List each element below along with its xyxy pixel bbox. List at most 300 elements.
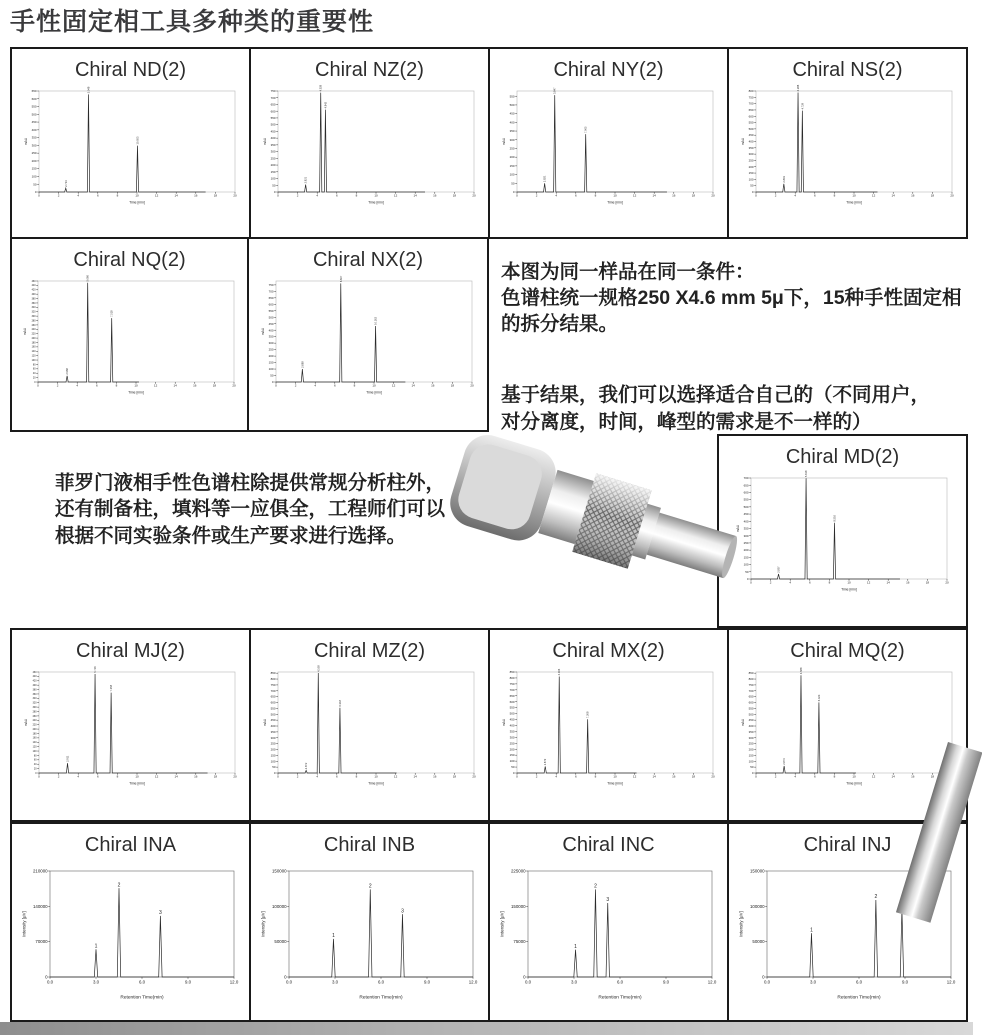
svg-text:6.0: 6.0 — [138, 979, 145, 985]
svg-text:50: 50 — [271, 765, 276, 770]
svg-text:400: 400 — [31, 127, 37, 132]
panel-title: Chiral MX(2) — [552, 640, 665, 662]
svg-text:16: 16 — [431, 383, 435, 388]
svg-text:650: 650 — [270, 102, 276, 107]
svg-text:200: 200 — [748, 747, 754, 752]
svg-text:50: 50 — [270, 373, 274, 378]
svg-text:3.0: 3.0 — [570, 979, 577, 985]
svg-text:mAU: mAU — [23, 137, 28, 146]
svg-text:mAU: mAU — [501, 137, 506, 146]
svg-text:14: 14 — [174, 193, 178, 198]
svg-text:450: 450 — [748, 718, 754, 723]
svg-text:450: 450 — [270, 129, 276, 134]
svg-text:8: 8 — [594, 774, 596, 779]
svg-text:150: 150 — [748, 171, 754, 176]
svg-text:18: 18 — [213, 774, 217, 779]
svg-text:18: 18 — [930, 193, 934, 198]
svg-text:18: 18 — [691, 774, 695, 779]
svg-text:350: 350 — [270, 729, 276, 734]
svg-text:2: 2 — [296, 193, 298, 198]
svg-text:4: 4 — [315, 774, 318, 779]
svg-text:0: 0 — [34, 190, 37, 195]
svg-text:750: 750 — [268, 282, 274, 287]
svg-text:50: 50 — [32, 182, 37, 187]
panel-title: Chiral INC — [562, 834, 655, 856]
svg-text:650: 650 — [509, 693, 515, 698]
svg-text:225000: 225000 — [510, 868, 526, 874]
svg-text:2: 2 — [873, 894, 877, 901]
svg-text:300: 300 — [743, 533, 749, 538]
svg-text:2.734: 2.734 — [64, 180, 68, 187]
svg-text:mAU: mAU — [735, 524, 740, 533]
svg-text:220: 220 — [32, 723, 37, 727]
svg-text:4: 4 — [76, 193, 79, 198]
svg-text:500: 500 — [748, 712, 754, 717]
svg-text:Retention Time(min): Retention Time(min) — [597, 995, 642, 1001]
svg-text:150: 150 — [509, 753, 515, 758]
svg-text:800: 800 — [509, 675, 515, 680]
svg-text:12.0: 12.0 — [229, 979, 238, 985]
svg-text:10: 10 — [612, 193, 617, 198]
svg-text:0: 0 — [754, 193, 757, 198]
svg-text:4.842: 4.842 — [323, 101, 327, 109]
svg-text:240: 240 — [31, 328, 36, 332]
svg-text:16: 16 — [910, 774, 914, 779]
svg-text:550: 550 — [743, 497, 749, 502]
svg-text:0: 0 — [751, 771, 754, 776]
svg-text:1: 1 — [809, 927, 813, 934]
svg-text:6.607: 6.607 — [339, 275, 343, 283]
svg-text:9.0: 9.0 — [423, 979, 430, 985]
svg-text:50: 50 — [744, 569, 749, 574]
svg-text:650: 650 — [748, 107, 754, 112]
svg-text:16: 16 — [905, 580, 909, 585]
svg-text:400: 400 — [268, 328, 274, 333]
chromatogram-chiral-nd2 — [23, 87, 239, 205]
svg-text:200: 200 — [270, 747, 276, 752]
chromatogram-chiral-inc — [498, 862, 720, 1000]
svg-text:12.0: 12.0 — [946, 979, 955, 985]
svg-text:400: 400 — [748, 724, 754, 729]
svg-text:380: 380 — [31, 297, 36, 301]
svg-text:650: 650 — [270, 694, 276, 699]
svg-text:16: 16 — [193, 774, 197, 779]
svg-text:380: 380 — [32, 688, 37, 692]
svg-text:550: 550 — [509, 705, 515, 710]
svg-text:16: 16 — [432, 193, 436, 198]
svg-text:60: 60 — [32, 367, 36, 371]
svg-text:12: 12 — [153, 383, 157, 388]
svg-text:0: 0 — [36, 383, 39, 388]
svg-text:16: 16 — [193, 193, 197, 198]
svg-text:250: 250 — [270, 156, 276, 161]
panel-title: Chiral MD(2) — [785, 446, 900, 468]
svg-text:mAU: mAU — [740, 718, 745, 727]
svg-text:450: 450 — [270, 718, 276, 723]
svg-text:10: 10 — [612, 774, 617, 779]
svg-text:75000: 75000 — [512, 939, 526, 945]
svg-text:120: 120 — [31, 354, 36, 358]
svg-text:340: 340 — [32, 697, 37, 701]
svg-text:150: 150 — [270, 169, 276, 174]
svg-text:500: 500 — [268, 315, 274, 320]
svg-text:20: 20 — [949, 193, 954, 198]
svg-text:10: 10 — [373, 774, 378, 779]
svg-text:3: 3 — [400, 908, 404, 915]
svg-text:18: 18 — [452, 193, 456, 198]
svg-text:0: 0 — [273, 771, 276, 776]
chromatogram-chiral-ns2 — [740, 84, 956, 205]
svg-text:14: 14 — [413, 193, 417, 198]
svg-text:50: 50 — [271, 183, 276, 188]
svg-text:5.716: 5.716 — [93, 666, 97, 673]
svg-text:250: 250 — [31, 151, 37, 156]
svg-text:10: 10 — [133, 383, 138, 388]
panel-chiral-nd2 — [12, 49, 251, 237]
svg-text:0: 0 — [33, 380, 36, 384]
chromatogram-chiral-ny2 — [501, 87, 717, 205]
svg-text:200: 200 — [32, 727, 37, 731]
svg-text:100: 100 — [270, 759, 276, 764]
svg-text:mAU: mAU — [22, 327, 27, 336]
svg-text:20: 20 — [33, 767, 37, 771]
svg-text:350: 350 — [748, 145, 754, 150]
svg-text:500: 500 — [743, 504, 749, 509]
svg-text:10: 10 — [846, 580, 851, 585]
svg-text:50000: 50000 — [751, 939, 765, 945]
svg-text:10.162: 10.162 — [374, 316, 378, 325]
svg-text:50: 50 — [510, 181, 515, 186]
svg-text:6: 6 — [813, 193, 816, 198]
svg-text:0: 0 — [751, 190, 754, 195]
svg-text:4: 4 — [554, 774, 557, 779]
svg-text:4.588: 4.588 — [799, 667, 803, 675]
svg-text:20: 20 — [470, 383, 474, 388]
svg-text:700: 700 — [748, 688, 754, 693]
svg-text:4: 4 — [554, 193, 557, 198]
svg-text:450: 450 — [509, 717, 515, 722]
svg-text:50: 50 — [749, 765, 754, 770]
svg-text:12.0: 12.0 — [468, 979, 477, 985]
svg-text:4.108: 4.108 — [316, 665, 320, 672]
svg-text:210000: 210000 — [32, 868, 48, 874]
svg-text:450: 450 — [743, 512, 749, 517]
chromatogram-grid-row-3 — [10, 628, 968, 822]
svg-text:300: 300 — [509, 137, 515, 142]
svg-text:12: 12 — [154, 193, 158, 198]
svg-text:200: 200 — [509, 747, 515, 752]
fitting-tube — [647, 513, 736, 578]
svg-text:500: 500 — [270, 712, 276, 717]
svg-text:160: 160 — [31, 345, 36, 349]
svg-text:4: 4 — [315, 193, 318, 198]
svg-text:16: 16 — [910, 193, 914, 198]
svg-text:600: 600 — [268, 302, 274, 307]
svg-text:550: 550 — [509, 94, 515, 99]
svg-text:40: 40 — [32, 372, 36, 376]
svg-text:350: 350 — [268, 334, 274, 339]
svg-text:7.005: 7.005 — [584, 126, 588, 133]
panel-title: Chiral MZ(2) — [313, 640, 426, 662]
svg-text:18: 18 — [212, 383, 216, 388]
svg-text:9.0: 9.0 — [662, 979, 669, 985]
svg-text:14: 14 — [173, 383, 177, 388]
svg-text:0: 0 — [515, 774, 518, 779]
svg-text:250: 250 — [509, 741, 515, 746]
svg-text:8: 8 — [833, 774, 835, 779]
svg-text:1: 1 — [573, 943, 577, 950]
svg-text:16: 16 — [671, 193, 675, 198]
svg-text:200: 200 — [743, 548, 749, 553]
svg-text:Intensity [μV]: Intensity [μV] — [738, 911, 743, 937]
svg-text:650: 650 — [743, 483, 749, 488]
svg-text:0: 0 — [37, 774, 40, 779]
svg-text:650: 650 — [31, 89, 37, 94]
info-block — [489, 239, 968, 432]
svg-text:12: 12 — [632, 193, 636, 198]
svg-text:2: 2 — [535, 193, 537, 198]
svg-text:14: 14 — [413, 774, 417, 779]
svg-text:350: 350 — [743, 526, 749, 531]
svg-text:8: 8 — [116, 774, 118, 779]
chromatogram-grid-row-2 — [10, 239, 968, 432]
svg-text:10: 10 — [851, 774, 856, 779]
svg-text:2: 2 — [535, 774, 537, 779]
svg-text:2: 2 — [593, 883, 597, 890]
panel-chiral-mx2 — [490, 630, 729, 820]
svg-text:18: 18 — [213, 193, 217, 198]
svg-text:5.618: 5.618 — [804, 470, 808, 478]
chromatogram-chiral-mx2 — [501, 668, 717, 786]
svg-text:2: 2 — [57, 774, 59, 779]
svg-text:12: 12 — [391, 383, 396, 388]
chromatogram-chiral-md2 — [735, 470, 951, 592]
svg-text:8: 8 — [833, 193, 835, 198]
svg-text:2: 2 — [774, 774, 776, 779]
svg-text:750: 750 — [748, 682, 754, 687]
svg-text:18: 18 — [452, 774, 456, 779]
svg-text:4.288: 4.288 — [796, 84, 800, 92]
panel-chiral-nx2 — [249, 239, 489, 432]
chromatogram-chiral-ina — [20, 862, 242, 1000]
svg-text:6.0: 6.0 — [616, 979, 623, 985]
svg-text:420: 420 — [31, 288, 36, 292]
svg-text:150: 150 — [270, 753, 276, 758]
svg-text:550: 550 — [31, 104, 37, 109]
panel-title: Chiral INJ — [803, 834, 892, 856]
svg-text:2: 2 — [57, 193, 59, 198]
svg-text:2.911: 2.911 — [66, 755, 70, 762]
svg-text:0.0: 0.0 — [285, 979, 292, 985]
svg-text:mAU: mAU — [23, 718, 28, 727]
svg-text:2.968: 2.968 — [65, 368, 69, 375]
svg-text:280: 280 — [32, 710, 37, 714]
svg-text:3.0: 3.0 — [92, 979, 99, 985]
svg-text:250: 250 — [748, 741, 754, 746]
svg-text:260: 260 — [31, 323, 36, 327]
svg-text:4.358: 4.358 — [319, 84, 323, 92]
panel-title: Chiral NY(2) — [553, 59, 664, 81]
svg-text:450: 450 — [509, 111, 515, 116]
svg-text:14: 14 — [411, 383, 415, 388]
svg-text:500: 500 — [270, 122, 276, 127]
panel-chiral-inc — [490, 824, 729, 1020]
svg-text:6: 6 — [574, 774, 577, 779]
svg-text:6: 6 — [813, 774, 816, 779]
svg-text:0: 0 — [522, 974, 526, 980]
svg-text:800: 800 — [270, 677, 276, 682]
svg-text:4: 4 — [793, 774, 796, 779]
svg-text:9.0: 9.0 — [184, 979, 191, 985]
svg-text:0: 0 — [283, 974, 287, 980]
panel-title: Chiral MJ(2) — [76, 640, 185, 662]
panel-chiral-inb — [251, 824, 490, 1020]
svg-text:450: 450 — [268, 321, 274, 326]
svg-text:650: 650 — [268, 295, 274, 300]
svg-text:4: 4 — [76, 774, 79, 779]
svg-text:0.0: 0.0 — [763, 979, 770, 985]
svg-text:Time [min]: Time [min] — [127, 390, 144, 395]
svg-text:20: 20 — [710, 193, 715, 198]
chromatogram-grid-row-4 — [10, 822, 968, 1022]
svg-text:5.066: 5.066 — [86, 275, 90, 282]
svg-text:0: 0 — [746, 577, 749, 582]
svg-text:500: 500 — [509, 711, 515, 716]
svg-text:2: 2 — [56, 383, 58, 388]
svg-text:0: 0 — [44, 974, 48, 980]
svg-text:100: 100 — [32, 749, 37, 753]
svg-text:3: 3 — [605, 897, 609, 904]
svg-text:10: 10 — [851, 193, 856, 198]
svg-text:20: 20 — [232, 774, 237, 779]
svg-text:0: 0 — [34, 771, 37, 775]
svg-text:8: 8 — [115, 383, 117, 388]
svg-text:4.306: 4.306 — [557, 668, 561, 676]
svg-text:50: 50 — [510, 765, 515, 770]
svg-text:50: 50 — [749, 183, 754, 188]
svg-text:8: 8 — [355, 774, 357, 779]
svg-text:16: 16 — [432, 774, 436, 779]
svg-text:600: 600 — [270, 700, 276, 705]
svg-text:2.873: 2.873 — [782, 758, 786, 765]
svg-text:200: 200 — [31, 158, 37, 163]
svg-text:600: 600 — [270, 109, 276, 114]
svg-text:700: 700 — [509, 687, 515, 692]
svg-text:6: 6 — [335, 774, 338, 779]
svg-text:150: 150 — [743, 555, 749, 560]
svg-text:600: 600 — [509, 699, 515, 704]
panel-title: Chiral MQ(2) — [790, 640, 905, 662]
svg-text:0: 0 — [515, 193, 518, 198]
chromatogram-chiral-nz2 — [262, 84, 478, 205]
svg-text:Time [min]: Time [min] — [845, 200, 862, 205]
svg-text:10: 10 — [134, 193, 139, 198]
svg-text:0: 0 — [37, 193, 40, 198]
svg-text:350: 350 — [509, 729, 515, 734]
chromatogram-chiral-inb — [259, 862, 481, 1000]
svg-text:420: 420 — [32, 679, 37, 683]
svg-text:2.807: 2.807 — [777, 566, 781, 573]
svg-text:Retention Time(min): Retention Time(min) — [358, 995, 403, 1001]
svg-text:100: 100 — [743, 562, 749, 567]
svg-text:200: 200 — [270, 163, 276, 168]
svg-text:4: 4 — [793, 193, 796, 198]
svg-text:4: 4 — [314, 383, 317, 388]
svg-text:350: 350 — [509, 129, 515, 134]
svg-text:40: 40 — [33, 763, 37, 767]
svg-text:3.0: 3.0 — [809, 979, 816, 985]
svg-text:2.688: 2.688 — [301, 361, 305, 368]
panel-chiral-mz2 — [251, 630, 490, 820]
svg-text:0: 0 — [276, 193, 279, 198]
svg-text:500: 500 — [748, 126, 754, 131]
svg-text:16: 16 — [192, 383, 196, 388]
svg-text:10: 10 — [373, 193, 378, 198]
chromatogram-chiral-mj2 — [23, 668, 239, 786]
svg-text:460: 460 — [32, 670, 37, 674]
svg-text:6: 6 — [96, 774, 99, 779]
svg-text:300: 300 — [32, 705, 37, 709]
info-paragraph-1: 本图为同一样品在同一条件： 色谱柱统一规格250 X4.6 mm 5μ下，15种手性固定相的拆分结果。 — [501, 261, 962, 336]
svg-text:600: 600 — [748, 114, 754, 119]
svg-text:6.0: 6.0 — [377, 979, 384, 985]
svg-text:2: 2 — [117, 882, 120, 889]
svg-text:250: 250 — [743, 540, 749, 545]
svg-text:300: 300 — [31, 143, 37, 148]
svg-text:20: 20 — [710, 774, 715, 779]
svg-text:18: 18 — [691, 193, 695, 198]
svg-text:0: 0 — [276, 774, 279, 779]
svg-text:9.0: 9.0 — [901, 979, 908, 985]
svg-text:260: 260 — [32, 714, 37, 718]
svg-text:850: 850 — [509, 670, 515, 675]
svg-text:450: 450 — [31, 120, 37, 125]
svg-text:6: 6 — [95, 383, 98, 388]
svg-text:150: 150 — [31, 166, 37, 171]
page-bottom-shadow — [0, 1022, 973, 1035]
svg-text:250: 250 — [270, 741, 276, 746]
svg-text:2.879: 2.879 — [543, 758, 547, 766]
svg-text:360: 360 — [31, 301, 36, 305]
svg-text:340: 340 — [31, 306, 36, 310]
svg-text:400: 400 — [32, 684, 37, 688]
svg-text:6: 6 — [333, 383, 336, 388]
panel-title: Chiral NQ(2) — [73, 249, 186, 271]
svg-text:6: 6 — [96, 193, 99, 198]
svg-text:350: 350 — [748, 729, 754, 734]
svg-text:650: 650 — [748, 694, 754, 699]
svg-text:50000: 50000 — [273, 939, 287, 945]
svg-text:240: 240 — [32, 719, 37, 723]
svg-text:450: 450 — [748, 133, 754, 138]
svg-text:100: 100 — [31, 174, 37, 179]
svg-text:2: 2 — [294, 383, 297, 388]
svg-text:400: 400 — [748, 139, 754, 144]
svg-text:100: 100 — [509, 759, 515, 764]
svg-text:0: 0 — [754, 774, 757, 779]
svg-text:800: 800 — [748, 89, 754, 94]
svg-text:100: 100 — [748, 759, 754, 764]
svg-text:700: 700 — [743, 476, 749, 481]
svg-text:600: 600 — [31, 96, 37, 101]
panel-chiral-mj2 — [12, 630, 251, 820]
svg-text:200: 200 — [31, 336, 36, 340]
svg-text:20: 20 — [944, 580, 949, 585]
svg-text:20: 20 — [231, 383, 236, 388]
svg-text:550: 550 — [270, 706, 276, 711]
svg-text:Time [min]: Time [min] — [606, 781, 623, 786]
svg-text:12: 12 — [871, 774, 875, 779]
